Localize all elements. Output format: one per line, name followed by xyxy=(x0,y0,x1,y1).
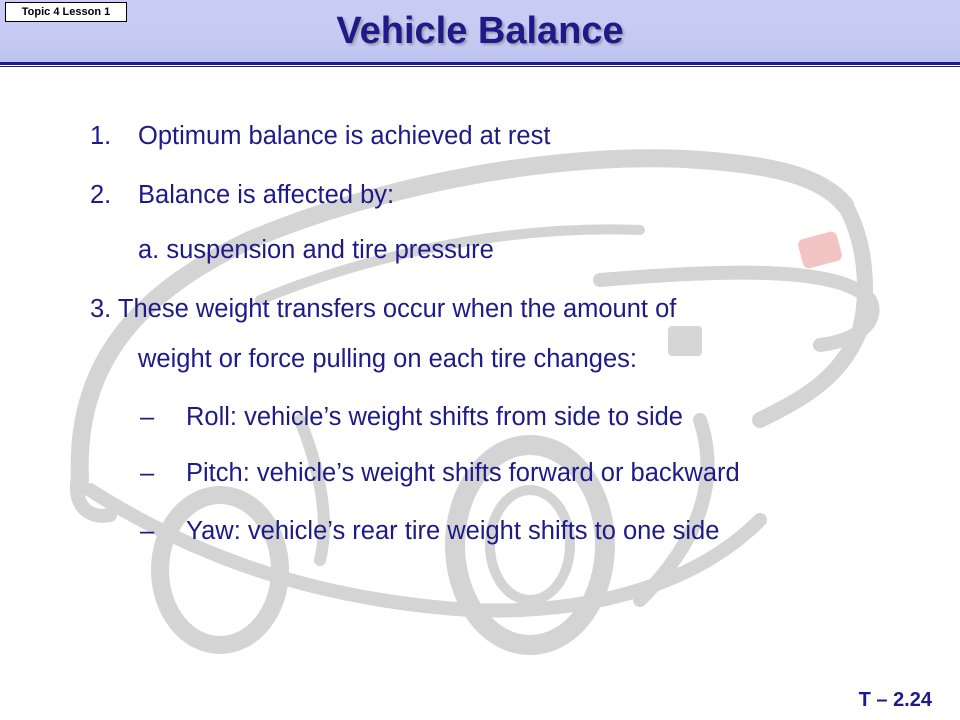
list-item-text: Optimum balance is achieved at rest xyxy=(138,122,551,150)
item-number: 1. xyxy=(90,122,112,150)
bullet-text-roll: Roll: vehicle’s weight shifts from side to side xyxy=(186,403,683,431)
bullet-dash: – xyxy=(140,459,155,487)
list-item-continuation: weight or force pulling on each tire changes: xyxy=(138,345,637,373)
slide-code: T – 2.24 xyxy=(858,689,932,711)
bullet-dash: – xyxy=(140,517,155,545)
bullet-text-yaw: Yaw: vehicle’s rear tire weight shifts to one side xyxy=(186,517,720,545)
list-item-text: 3. These weight transfers occur when the amount of xyxy=(90,295,677,323)
bullet-dash: – xyxy=(140,403,155,431)
list-item-text: Balance is affected by: xyxy=(138,181,395,209)
item-number: 2. xyxy=(90,181,112,209)
topic-lesson-label: Topic 4 Lesson 1 xyxy=(5,2,127,22)
bullet-text-pitch: Pitch: vehicle’s weight shifts forward or backward xyxy=(186,459,740,487)
sub-item-text: a. suspension and tire pressure xyxy=(138,236,494,264)
slide-title: Vehicle Balance xyxy=(336,10,624,52)
